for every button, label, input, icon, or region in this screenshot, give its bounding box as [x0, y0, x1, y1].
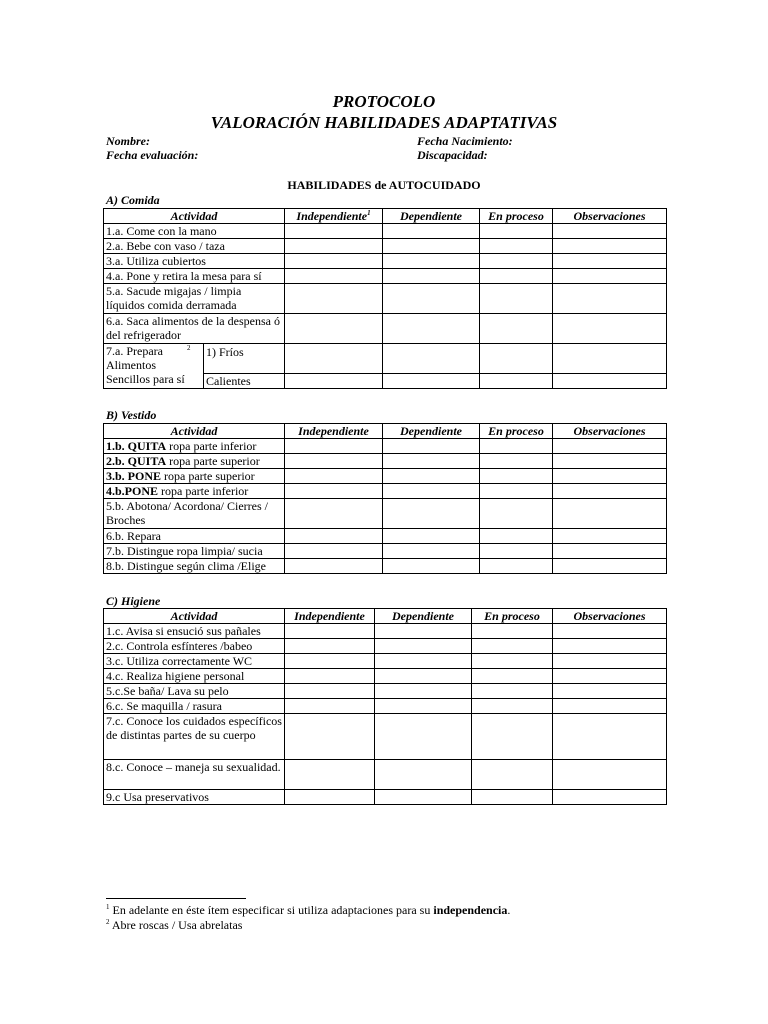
footnote-1: $^1$ En adelante en éste ítem especificar si utiliza adaptaciones para su independencia.: [106, 903, 511, 917]
cell[interactable]: [285, 454, 383, 469]
cell[interactable]: [553, 284, 667, 314]
cell[interactable]: [553, 224, 667, 239]
cell[interactable]: [285, 714, 375, 760]
cell[interactable]: [480, 559, 553, 574]
cell[interactable]: [480, 544, 553, 559]
cell[interactable]: [285, 559, 383, 574]
cell[interactable]: [375, 699, 472, 714]
cell[interactable]: [383, 499, 480, 529]
cell[interactable]: [553, 714, 667, 760]
cell[interactable]: [480, 239, 553, 254]
cell[interactable]: [480, 374, 553, 389]
cell[interactable]: [383, 314, 480, 344]
cell[interactable]: [553, 469, 667, 484]
table-row-label: 1.c. Avisa si ensució sus pañales: [104, 624, 285, 639]
cell[interactable]: [553, 544, 667, 559]
cell[interactable]: [285, 269, 383, 284]
cell[interactable]: [285, 344, 383, 374]
cell[interactable]: [383, 374, 480, 389]
table-row-label: 5.a. Sacude migajas / limpia líquidos comida derramada: [104, 284, 285, 314]
table-row-label: 5.c.Se baña/ Lava su pelo: [104, 684, 285, 699]
cell[interactable]: [553, 639, 667, 654]
cell[interactable]: [375, 669, 472, 684]
cell[interactable]: [285, 469, 383, 484]
cell[interactable]: [375, 639, 472, 654]
table-row-label: 1.b. QUITA ropa parte inferior: [104, 439, 285, 454]
cell[interactable]: [480, 314, 553, 344]
table-row-label: 9.c Usa preservativos: [104, 790, 285, 805]
cell[interactable]: [553, 790, 667, 805]
table-row-label: 4.a. Pone y retira la mesa para sí: [104, 269, 285, 284]
cell[interactable]: [383, 484, 480, 499]
cell[interactable]: [480, 484, 553, 499]
comida-table: [103, 208, 667, 389]
cell[interactable]: [480, 499, 553, 529]
col-actividad: Actividad: [104, 209, 285, 224]
cell[interactable]: [472, 654, 553, 669]
cell[interactable]: [480, 469, 553, 484]
col-actividad: Actividad: [104, 424, 285, 439]
table-row-label: 6.b. Repara: [104, 529, 285, 544]
table-row-label: 3.a. Utiliza cubiertos: [104, 254, 285, 269]
cell[interactable]: [285, 669, 375, 684]
cell[interactable]: [480, 454, 553, 469]
cell[interactable]: [553, 654, 667, 669]
footnote-separator: [106, 898, 246, 899]
table-row-label: 3.c. Utiliza correctamente WC: [104, 654, 285, 669]
cell[interactable]: [553, 239, 667, 254]
higiene-table: [103, 608, 667, 805]
cell[interactable]: [383, 544, 480, 559]
cell[interactable]: [285, 224, 383, 239]
table-row-label: 1.a. Come con la mano: [104, 224, 285, 239]
cell[interactable]: [553, 344, 667, 374]
cell[interactable]: [480, 269, 553, 284]
col-observaciones: Observaciones: [553, 609, 667, 624]
footnote-2: $^2$ Abre roscas / Usa abrelatas: [106, 918, 243, 932]
cell[interactable]: [472, 760, 553, 790]
cell[interactable]: [480, 344, 553, 374]
cell[interactable]: [375, 714, 472, 760]
col-en-proceso: En proceso: [480, 424, 553, 439]
table-row-label: 5.b. Abotona/ Acordona/ Cierres / Broches: [104, 499, 285, 529]
col-actividad: Actividad: [104, 609, 285, 624]
cell[interactable]: [553, 439, 667, 454]
prepara-frios: 1) Fríos: [204, 344, 285, 374]
cell[interactable]: [472, 684, 553, 699]
cell[interactable]: [285, 684, 375, 699]
col-en-proceso: En proceso: [472, 609, 553, 624]
table-row-label: 6.a. Saca alimentos de la despensa ó del refrigerador: [104, 314, 285, 344]
cell[interactable]: [472, 699, 553, 714]
cell[interactable]: [375, 790, 472, 805]
cell[interactable]: [383, 529, 480, 544]
cell[interactable]: [553, 484, 667, 499]
cell[interactable]: [383, 439, 480, 454]
cell[interactable]: [285, 654, 375, 669]
cell[interactable]: [553, 684, 667, 699]
cell[interactable]: [285, 254, 383, 269]
page-subtitle: VALORACIÓN HABILIDADES ADAPTATIVAS: [210, 113, 558, 132]
discapacidad-label: Discapacidad:: [417, 148, 488, 162]
cell[interactable]: [480, 284, 553, 314]
cell[interactable]: [553, 559, 667, 574]
cell[interactable]: [383, 344, 480, 374]
cell[interactable]: [285, 529, 383, 544]
cell[interactable]: [285, 624, 375, 639]
cell[interactable]: [553, 699, 667, 714]
cell[interactable]: [472, 790, 553, 805]
cell[interactable]: [285, 699, 375, 714]
nombre-label: Nombre:: [106, 134, 150, 148]
cell[interactable]: [480, 529, 553, 544]
col-observaciones: Observaciones: [553, 424, 667, 439]
cell[interactable]: [553, 254, 667, 269]
cell[interactable]: [553, 314, 667, 344]
table-row-label: 4.c. Realiza higiene personal: [104, 669, 285, 684]
cell[interactable]: [285, 544, 383, 559]
section-title: HABILIDADES de AUTOCUIDADO: [287, 178, 481, 192]
col-dependiente: Dependiente: [383, 424, 480, 439]
table-row-label: 2.c. Controla esfínteres /babeo: [104, 639, 285, 654]
col-dependiente: Dependiente: [375, 609, 472, 624]
cell[interactable]: [285, 790, 375, 805]
cell[interactable]: [553, 499, 667, 529]
cell[interactable]: [285, 284, 383, 314]
cell[interactable]: [553, 454, 667, 469]
cell[interactable]: [375, 654, 472, 669]
cell[interactable]: [553, 760, 667, 790]
table-row-label: 8.c. Conoce – maneja su sexualidad.: [104, 760, 285, 790]
prepara-calientes: Calientes: [204, 374, 285, 389]
table-row-label: 2.b. QUITA ropa parte superior: [104, 454, 285, 469]
cell[interactable]: [553, 624, 667, 639]
cell[interactable]: [285, 760, 375, 790]
cell[interactable]: [375, 760, 472, 790]
cell[interactable]: [472, 714, 553, 760]
cell[interactable]: [472, 669, 553, 684]
cell[interactable]: [553, 529, 667, 544]
col-independiente: Independiente: [285, 609, 375, 624]
cell[interactable]: [375, 684, 472, 699]
fecha-evaluacion-label: Fecha evaluación:: [106, 148, 199, 162]
cell[interactable]: [285, 374, 383, 389]
prepara-label: 7.a. Prepara $^2$ Alimentos Sencillos para sí: [104, 344, 204, 389]
cell[interactable]: [383, 469, 480, 484]
table-row-label: 2.a. Bebe con vaso / taza: [104, 239, 285, 254]
cell[interactable]: [285, 239, 383, 254]
col-dependiente: Dependiente: [383, 209, 480, 224]
cell[interactable]: [383, 454, 480, 469]
table-row-label: 4.b.PONE ropa parte inferior: [104, 484, 285, 499]
cell[interactable]: [285, 639, 375, 654]
col-en-proceso: En proceso: [480, 209, 553, 224]
cell[interactable]: [553, 269, 667, 284]
cell[interactable]: [383, 269, 480, 284]
cell[interactable]: [480, 439, 553, 454]
cell[interactable]: [383, 239, 480, 254]
vestido-heading: B) Vestido: [106, 408, 157, 422]
col-independiente: Independiente: [285, 424, 383, 439]
table-row-label: 8.b. Distingue según clima /Elige: [104, 559, 285, 574]
table-row-label: 7.b. Distingue ropa limpia/ sucia: [104, 544, 285, 559]
table-row-label: 6.c. Se maquilla / rasura: [104, 699, 285, 714]
cell[interactable]: [472, 639, 553, 654]
vestido-table: [103, 423, 667, 574]
cell[interactable]: [285, 439, 383, 454]
cell[interactable]: [472, 624, 553, 639]
cell[interactable]: [383, 224, 480, 239]
cell[interactable]: [285, 499, 383, 529]
cell[interactable]: [383, 284, 480, 314]
cell[interactable]: [553, 374, 667, 389]
cell[interactable]: [480, 224, 553, 239]
cell[interactable]: [375, 624, 472, 639]
fecha-nacimiento-label: Fecha Nacimiento:: [417, 134, 513, 148]
cell[interactable]: [553, 669, 667, 684]
table-row-label: 3.b. PONE ropa parte superior: [104, 469, 285, 484]
cell[interactable]: [285, 314, 383, 344]
comida-heading: A) Comida: [106, 193, 160, 207]
col-observaciones: Observaciones: [553, 209, 667, 224]
table-row-label: 7.c. Conoce los cuidados específicos de distintas partes de su cuerpo: [104, 714, 285, 760]
cell[interactable]: [383, 254, 480, 269]
higiene-heading: C) Higiene: [106, 594, 161, 608]
cell[interactable]: [480, 254, 553, 269]
cell[interactable]: [383, 559, 480, 574]
cell[interactable]: [285, 484, 383, 499]
page-title: PROTOCOLO: [332, 92, 436, 111]
col-independiente: Independiente$^1$: [285, 209, 383, 224]
